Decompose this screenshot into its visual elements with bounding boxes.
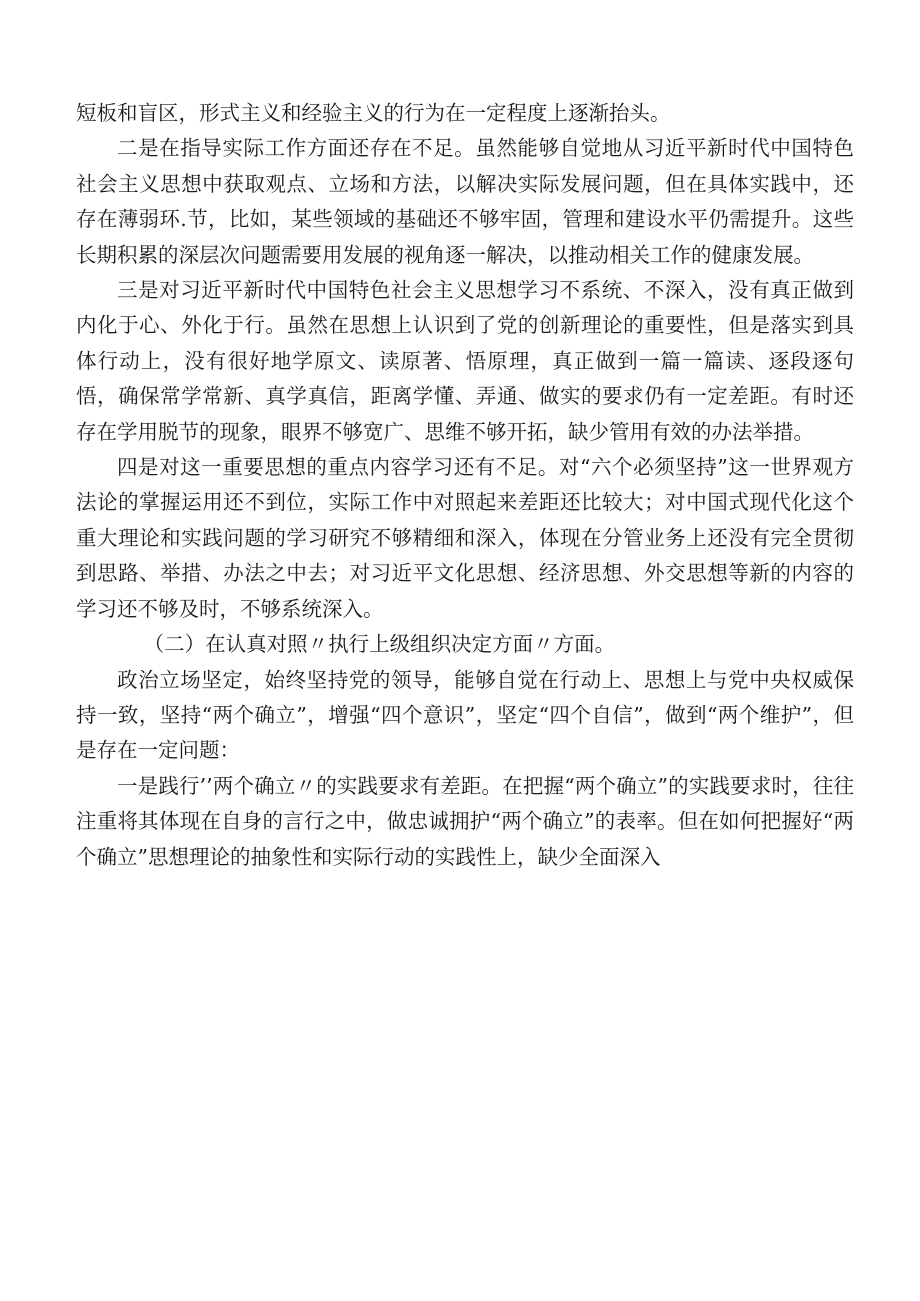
paragraph-point-one: 一是践行’’两个确立〃的实践要求有差距。在把握“两个确立”的实践要求时，往往注重将其体现在自身的言行之中，做忠诚拥护“两个确立”的表率。但在如何把握好“两个确立”思想理论的抽象性和实际行动的实践性上，缺少全面深入 — [76, 773, 854, 869]
section-heading: （二）在认真对照〃执行上级组织决定方面〃方面。 — [143, 632, 616, 657]
paragraph-point-four: 四是对这一重要思想的重点内容学习还有不足。对“六个必须坚持”这一世界观方法论的掌握运用还不到位，实际工作中对照起来差距还比较大；对中国式现代化这个重大理论和实践问题的学习研究不够精细和深入，体现在分管业务上还没有完全贯彻到思路、举措、办法之中去；对习近平文化思想、经济思想、外交思想等新的内容的学习还不够及时，不够系统深入。 — [76, 455, 854, 621]
document-page — [76, 96, 854, 875]
paragraph-point-three: 三是对习近平新时代中国特色社会主义思想学习不系统、不深入，没有真正做到内化于心、外化于行。虽然在思想上认识到了党的创新理论的重要性，但是落实到具体行动上，没有很好地学原文、读原著、悟原理，真正做到一篇一篇读、逐段逐句悟，确保常学常新、真学真信，距离学懂、弄通、做实的要求仍有一定差距。有时还存在学用脱节的现象，眼界不够宽广、思维不够开拓，缺少管用有效的办法举措。 — [76, 278, 854, 444]
paragraph-continuation: 短板和盲区，形式主义和经验主义的行为在一定程度上逐渐抬头。 — [76, 101, 671, 125]
paragraph-point-two: 二是在指导实际工作方面还存在不足。虽然能够自觉地从习近平新时代中国特色社会主义思想中获取观点、立场和方法，以解决实际发展问题，但在具体实践中，还存在薄弱环.节，比如，某些领域的基础还不够牢固，管理和建设水平仍需提升。这些长期积累的深层次问题需要用发展的视角逐一解决，以推动相关工作的健康发展。 — [76, 136, 854, 267]
paragraph-political-stance: 政治立场坚定，始终坚持党的领导，能够自觉在行动上、思想上与党中央权威保持一致，坚持“两个确立”，增强“四个意识”，坚定“四个自信”，做到“两个维护”，但是存在一定问题： — [76, 667, 854, 763]
